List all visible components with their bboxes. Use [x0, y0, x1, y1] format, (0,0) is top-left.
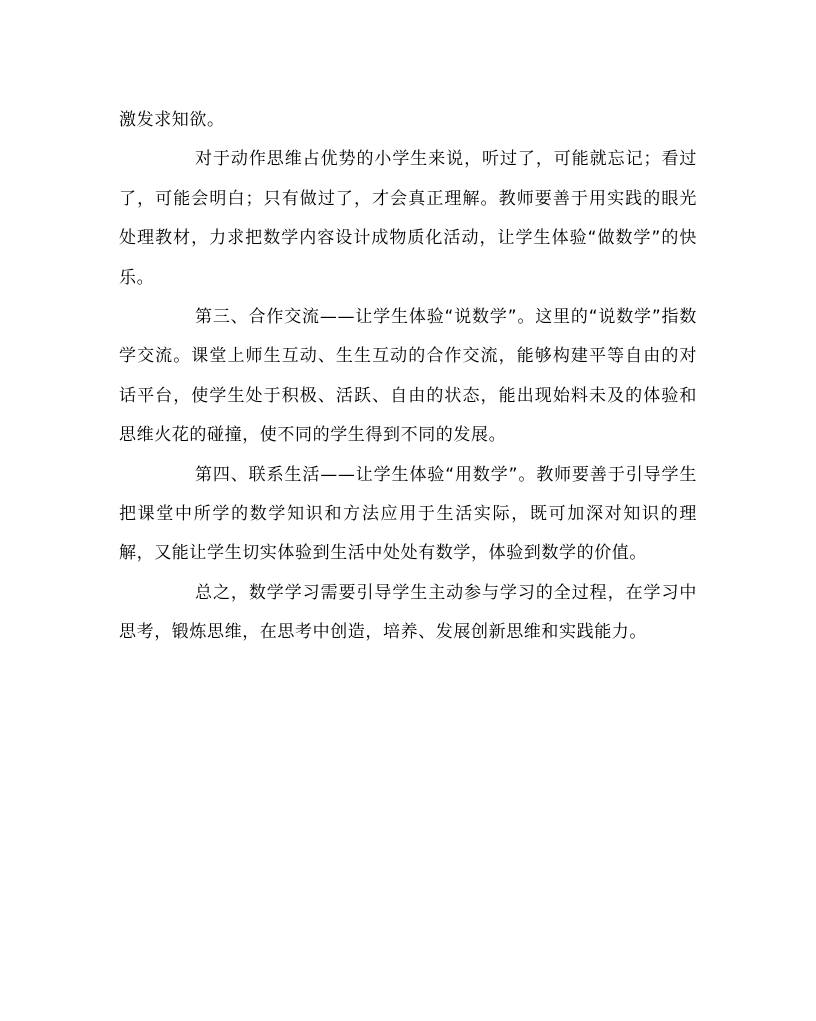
document-body	[119, 101, 697, 653]
paragraph-cooperation: 第三、合作交流——让学生体验“说数学”。这里的“说数学”指数学交流。课堂上师生互动、生生互动的合作交流，能够构建平等自由的对话平台，使学生处于积极、活跃、自由的状态，能出现始料未及的体验和思维火花的碰撞，使不同的学生得到不同的发展。	[119, 307, 697, 446]
paragraph-action-thinking: 对于动作思维占优势的小学生来说，听过了，可能就忘记；看过了，可能会明白；只有做过了，才会真正理解。教师要善于用实践的眼光处理教材，力求把数学内容设计成物质化活动，让学生体验“做数学”的快乐。	[119, 149, 697, 288]
paragraph-continuation: 激发求知欲。	[119, 110, 225, 130]
paragraph-real-life: 第四、联系生活——让学生体验“用数学”。教师要善于引导学生把课堂中所学的数学知识和方法应用于生活实际，既可加深对知识的理解，又能让学生切实体验到生活中处处有数学，体验到数学的价值。	[119, 464, 697, 564]
paragraph-conclusion: 总之，数学学习需要引导学生主动参与学习的全过程，在学习中思考，锻炼思维，在思考中创造，培养、发展创新思维和实践能力。	[119, 582, 697, 643]
